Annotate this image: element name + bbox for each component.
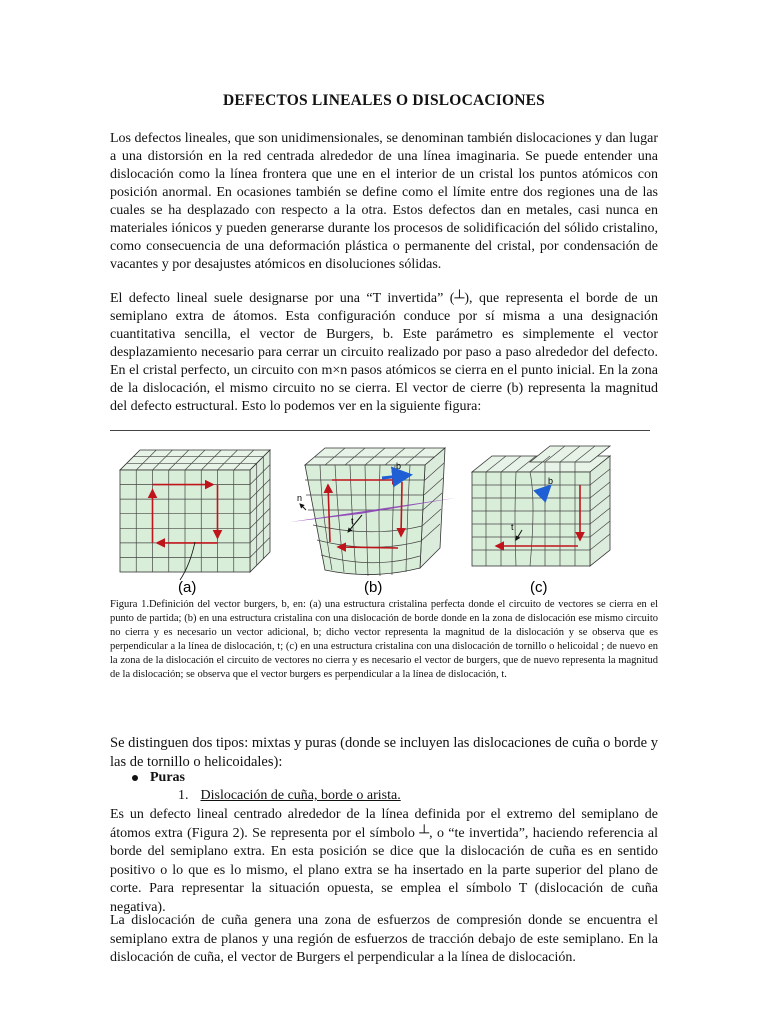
paragraph-burgers [110,290,658,416]
page-title: DEFECTOS LINEALES O DISLOCACIONES [222,92,545,109]
vector-t-tag: t [351,516,354,526]
paragraph-intro: Los defectos lineales, que son unidimensionales, se denominan también dislocaciones y dan lugar a una distorsión en la red centrada alrededor de una línea imaginaria. Se puede entender una dislocación como la línea frontera que une en el interior de un cristal los puntos atómicos con posición anormal. En ocasiones también se define como el límite entre dos regiones una de las cuales se ha desplazado con respecto a la otra. Estos defectos dan en metales, casi nunca en materiales iónicos y pueden generarse durante los procesos de solidificación del sólido cristalino, como consecuencia de una deformación plástica o permanente del cristal, por condensación de vacantes y por desajustes atómicos en disoluciones sólidas. [110,131,658,272]
paragraph-stress: La dislocación de cuña genera una zona de esfuerzos de compresión donde se encuentra el semiplano extra de planos y una región de esfuerzos de tracción debajo de este semiplano. En la dislocación de cuña, el vector de Burgers el perpendicular a la línea de dislocación. [110,913,658,965]
bullet-dot [132,775,138,781]
paragraph-burgers-part-b: ), que representa el borde de un semiplano extra de átomos. Esta configuración conduce por sí misma a una designación cuantitativa sencilla, el vector de Burgers, b. Este parámetro es simplemente el vector desplazamiento necesario para cerrar un circuito realizado por paso a paso alrededor del defecto. En el cristal perfecto, un circuito con m×n pasos atómicos se cierra en el punto inicial. En la zona de la dislocación, el mismo circuito no se cierra. El vector de cierre (b) representa la magnitud del defecto estructural. Esto lo podemos ver en la siguiente figura: [110,291,658,414]
numbered-item-1 [178,788,401,804]
crystal-c [472,446,610,566]
paragraph-burgers-part-a: El defecto lineal suele designarse por una “T invertida” ( [110,291,455,306]
vector-n-tag: n [297,493,303,503]
paragraph-edge-part-b: , o “te invertida”, haciendo referencia al borde del semiplano extra. En esta posición se dice que la dislocación de cuña es en sentido positivo o lo que es lo mismo, el plano extra se ha insertado en la parte superior del plano de corte. Para representar la situación opuesta, se emplea el símbolo T (dislocación de cuña negativa). [110,825,658,915]
paragraph-types: Se distinguen dos tipos: mixtas y puras (donde se incluyen las dislocaciones de cuña o borde y las de tornillo o helicoidales): [110,735,658,770]
inverted-t-symbol: ┴ [454,291,465,306]
figure-caption: Figura 1.Definición del vector burgers, b, en: (a) una estructura cristalina perfecta donde el circuito de vectores se cierra en el punto de partida; (b) en una estructura cristalina con una dislocación de borde donde en la zona de dislocación ese mismo circuito no cierra y es necesario un vector adicional, b; dicho vector representa la magnitud de la dislocación y se observa que es perpendicular a la línea de dislocación, t; (c) en una estructura cristalina con una dislocación de tornillo o helicoidal ; de nuevo en la zona de la dislocación el circuito de vectores no cierra y es necesario el vector de burgers, que de nuevo representa la magnitud de la dislocación; se observa que el vector burgers es perpendicular a la línea de dislocación, t. [110,599,658,680]
figure-burgers-vector [110,430,658,600]
figure-label-b: (b) [364,579,383,596]
paragraph-edge-part-a: Es un defecto lineal centrado alrededor de la línea definida por el extremo del semiplano de átomos extra (Figura 2). Se representa por el símbolo [110,807,658,841]
inverted-t-symbol-2: ┴ [419,825,430,841]
vector-t-tag-c: t [511,522,514,532]
numbered-title: Dislocación de cuña, borde o arista. [200,788,401,803]
figure-label-a: (a) [178,579,197,596]
crystal-a [120,450,270,580]
figure-label-c: (c) [530,579,548,596]
crystal-b [290,448,455,576]
paragraph-edge-dislocation [110,806,658,917]
figure-illustration [110,430,658,600]
vector-b-tag-c: b [548,476,554,486]
bullet-label: Puras [150,770,185,785]
figure-top-rule [110,430,650,431]
bullet-item-puras [132,770,185,786]
numbered-index: 1. [178,788,189,803]
vector-b-tag: b [396,461,402,471]
